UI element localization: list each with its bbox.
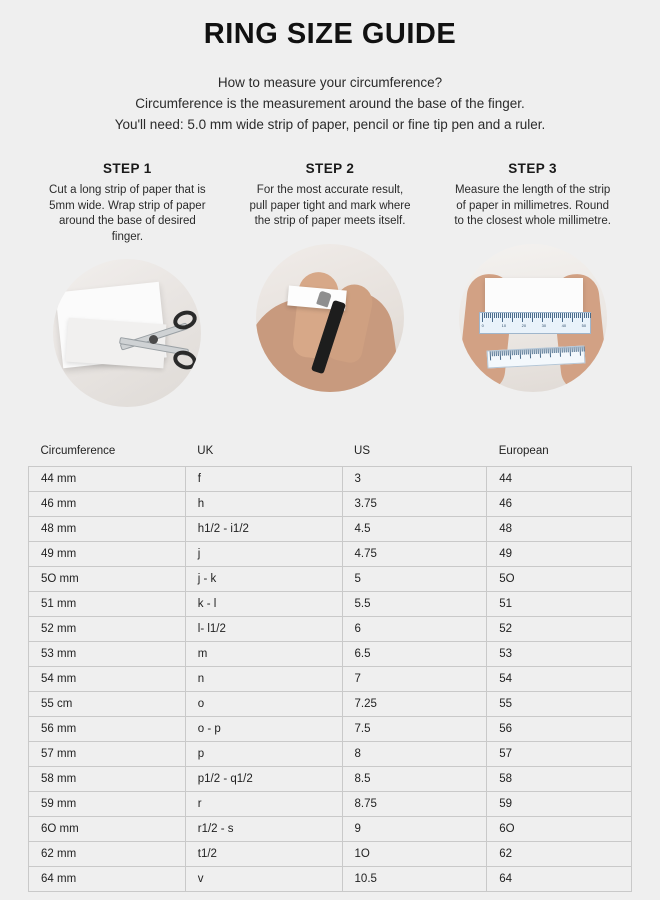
step-1-image-wrap [34, 259, 221, 407]
step-2 [229, 161, 432, 407]
table-row [29, 592, 632, 617]
ruler-tick [525, 349, 526, 354]
ruler-tick [578, 313, 579, 318]
ruler-number: 30 [541, 322, 547, 328]
column-header-us: US [354, 445, 371, 457]
table-head [29, 441, 632, 467]
ruler-tick [504, 313, 505, 318]
table-row [29, 867, 632, 892]
ruler-tick [513, 350, 514, 355]
table-cell: t1/2 [185, 842, 342, 867]
step-2-title: STEP 2 [305, 161, 355, 176]
scissors-cutting-paper-photo [53, 259, 201, 407]
ruler-ticks-lower [487, 346, 584, 367]
table-cell: 51 mm [29, 592, 186, 617]
table-cell: 7 [342, 667, 487, 692]
column-header-circumference: Circumference [40, 445, 116, 457]
ruler-tick [580, 313, 581, 318]
ruler-tick [560, 313, 561, 318]
ruler-tick [534, 313, 535, 318]
ruler-tick [579, 346, 580, 355]
table-cell: 57 mm [29, 742, 186, 767]
ruler-tick [586, 313, 587, 318]
table-row [29, 617, 632, 642]
size-table-wrap [28, 441, 632, 892]
table-cell: l- l1/2 [185, 617, 342, 642]
ruler-tick [512, 313, 513, 322]
ruler-tick [523, 349, 524, 354]
table-cell: 7.25 [342, 692, 487, 717]
ruler-tick [573, 346, 574, 351]
ruler-tick [569, 347, 570, 356]
ruler-tick [564, 313, 565, 318]
ruler-tick [543, 348, 544, 353]
ruler-tick [561, 347, 562, 352]
table-cell: 64 [487, 867, 632, 892]
ruler-tick [500, 313, 501, 318]
step-2-text: For the most accurate result, pull paper tight and mark where the strip of paper meets itself. [249, 184, 411, 227]
ruler-tick [540, 313, 541, 318]
table-cell: 58 [487, 767, 632, 792]
ruler-tick [536, 313, 537, 318]
table-row [29, 742, 632, 767]
ruler-measuring-paper-photo [459, 244, 607, 392]
table-cell: j - k [185, 567, 342, 592]
column-header-european: European [498, 445, 549, 457]
table-cell: 49 [487, 542, 632, 567]
table-cell: m [185, 642, 342, 667]
ruler-tick [551, 348, 552, 353]
intro-line-2: Circumference is the measurement around the base of the finger. [135, 96, 525, 111]
ruler-tick [490, 313, 491, 318]
ruler-tick [532, 313, 533, 322]
table-cell: j [185, 542, 342, 567]
ruler-tick [526, 313, 527, 318]
ruler-tick [520, 313, 521, 318]
ruler-tick [542, 313, 543, 322]
ruler-tick [545, 348, 546, 353]
table-cell: 44 [487, 467, 632, 492]
table-row [29, 492, 632, 517]
table-cell: 46 [487, 492, 632, 517]
ruler-tick [530, 313, 531, 318]
ruler-tick [493, 351, 494, 356]
table-cell: 5.5 [342, 592, 487, 617]
ruler-tick [529, 349, 530, 358]
table-cell: h [185, 492, 342, 517]
ruler-tick [518, 313, 519, 318]
intro-line-1: How to measure your circumference? [217, 75, 443, 90]
intro-line-3: You'll need: 5.0 mm wide strip of paper, pencil or fine tip pen and a ruler. [114, 117, 546, 132]
table-cell: p [185, 742, 342, 767]
ruler-tick [489, 351, 490, 360]
ruler-tick [583, 346, 584, 351]
ruler-tick [552, 313, 553, 322]
steps-section [0, 161, 660, 407]
step-3 [431, 161, 634, 407]
table-cell: 8 [342, 742, 487, 767]
table-cell: 62 mm [29, 842, 186, 867]
ruler-tick [488, 313, 489, 318]
ruler-tick [590, 313, 591, 318]
ruler-tick [507, 350, 508, 355]
table-row [29, 692, 632, 717]
ruler-tick [558, 313, 559, 318]
ruler-tick [492, 313, 493, 322]
ruler-tick [570, 313, 571, 318]
intro-text [28, 73, 632, 135]
table-cell: f [185, 467, 342, 492]
ruler-tick [533, 349, 534, 354]
table-cell: 56 mm [29, 717, 186, 742]
ruler-tick [510, 313, 511, 318]
ruler-tick [498, 313, 499, 318]
table-cell: 53 [487, 642, 632, 667]
ruler-tick [539, 348, 540, 357]
table-cell: 7.5 [342, 717, 487, 742]
ruler-tick [548, 313, 549, 318]
table-cell: r [185, 792, 342, 817]
ruler-tick [562, 313, 563, 322]
table-cell: 5O [487, 567, 632, 592]
ruler-tick [546, 313, 547, 318]
ruler-tick [524, 313, 525, 318]
table-cell: 4.5 [342, 517, 487, 542]
table-cell: 58 mm [29, 767, 186, 792]
finger-with-paper-strip-and-pen-photo [256, 244, 404, 392]
ruler-tick [576, 313, 577, 318]
table-cell: 6O [487, 817, 632, 842]
table-cell: 59 [487, 792, 632, 817]
table-row [29, 467, 632, 492]
table-cell: v [185, 867, 342, 892]
ruler-tick [508, 313, 509, 318]
ruler-number: 40 [561, 322, 567, 328]
ruler-number: 0 [481, 322, 484, 328]
ruler-tick [531, 349, 532, 354]
table-cell: k - l [185, 592, 342, 617]
table-cell: r1/2 - s [185, 817, 342, 842]
ruler-tick [494, 313, 495, 318]
paper-strip-measured [485, 278, 583, 312]
ruler-tick [544, 313, 545, 318]
table-row [29, 717, 632, 742]
table-cell: 54 [487, 667, 632, 692]
table-cell: 52 [487, 617, 632, 642]
table-cell: p1/2 - q1/2 [185, 767, 342, 792]
ruler-tick [482, 313, 483, 322]
ruler-tick [515, 350, 516, 355]
ruler-tick [550, 313, 551, 318]
ruler-tick [517, 349, 518, 354]
table-cell: 3.75 [342, 492, 487, 517]
ruler-tick [501, 350, 502, 355]
ruler-tick [511, 350, 512, 355]
ruler-tick [568, 313, 569, 318]
table-cell: 55 [487, 692, 632, 717]
table-cell: 8.75 [342, 792, 487, 817]
ruler-tick [499, 350, 500, 359]
ruler-tick [581, 346, 582, 351]
ruler-tick [572, 313, 573, 322]
ruler-tick [582, 313, 583, 322]
ruler-number: 20 [521, 322, 527, 328]
ring-size-table [28, 441, 632, 892]
ruler-tick [547, 348, 548, 353]
ruler-tick [553, 348, 554, 353]
table-cell: 5O mm [29, 567, 186, 592]
table-cell: 6O mm [29, 817, 186, 842]
table-cell: 6.5 [342, 642, 487, 667]
ruler-tick [495, 351, 496, 356]
table-row [29, 517, 632, 542]
ruler-shape-upper [479, 312, 591, 334]
step-3-title: STEP 3 [508, 161, 557, 176]
table-row [29, 842, 632, 867]
ruler-tick [506, 313, 507, 318]
ruler-tick [567, 347, 568, 352]
table-cell: 3 [342, 467, 487, 492]
ruler-tick [563, 347, 564, 352]
ruler-tick [575, 346, 576, 351]
table-cell: 53 mm [29, 642, 186, 667]
ruler-tick [486, 313, 487, 318]
step-3-image-wrap [439, 244, 626, 392]
ruler-tick [557, 347, 558, 352]
ruler-tick [527, 349, 528, 354]
ruler-tick [516, 313, 517, 318]
ruler-tick [565, 347, 566, 352]
ruler-tick [566, 313, 567, 318]
ruler-tick [537, 348, 538, 353]
ruler-tick [496, 313, 497, 318]
table-cell: 8.5 [342, 767, 487, 792]
ruler-tick [555, 347, 556, 352]
ruler-number: 50 [581, 322, 587, 328]
ruler-tick [528, 313, 529, 318]
step-1 [26, 161, 229, 407]
table-cell: 48 mm [29, 517, 186, 542]
ruler-number: 10 [501, 322, 507, 328]
table-cell: 46 mm [29, 492, 186, 517]
table-row [29, 542, 632, 567]
table-cell: n [185, 667, 342, 692]
ruler-tick [559, 347, 560, 356]
table-cell: 51 [487, 592, 632, 617]
table-cell: 54 mm [29, 667, 186, 692]
table-cell: 4.75 [342, 542, 487, 567]
table-cell: 5 [342, 567, 487, 592]
ruler-tick [574, 313, 575, 318]
table-cell: o [185, 692, 342, 717]
table-row [29, 767, 632, 792]
column-header-uk: UK [197, 445, 214, 457]
ruler-tick [538, 313, 539, 318]
ruler-ticks-upper [480, 313, 590, 333]
table-cell: 56 [487, 717, 632, 742]
step-2-image-wrap [237, 244, 424, 392]
ruler-tick [505, 350, 506, 355]
table-cell: 64 mm [29, 867, 186, 892]
ruler-tick [554, 313, 555, 318]
table-cell: 9 [342, 817, 487, 842]
table-cell: 44 mm [29, 467, 186, 492]
table-header-row [29, 441, 632, 467]
table-body [29, 467, 632, 892]
table-cell: 55 cm [29, 692, 186, 717]
table-cell: 48 [487, 517, 632, 542]
table-row [29, 817, 632, 842]
ruler-tick [541, 348, 542, 353]
ruler-tick [497, 350, 498, 355]
table-cell: 62 [487, 842, 632, 867]
ruler-tick [522, 313, 523, 322]
ruler-tick [521, 349, 522, 354]
page-title: RING SIZE GUIDE [203, 18, 457, 50]
ruler-tick [484, 313, 485, 318]
table-cell: h1/2 - i1/2 [185, 517, 342, 542]
ruler-tick [491, 351, 492, 356]
ruler-tick [584, 313, 585, 318]
ruler-tick [502, 313, 503, 322]
ruler-tick [519, 349, 520, 358]
table-row [29, 667, 632, 692]
table-row [29, 792, 632, 817]
ruler-tick [503, 350, 504, 355]
ruler-tick [509, 350, 510, 359]
table-cell: 59 mm [29, 792, 186, 817]
step-1-title: STEP 1 [103, 161, 152, 176]
table-cell: o - p [185, 717, 342, 742]
table-cell: 10.5 [342, 867, 487, 892]
table-row [29, 567, 632, 592]
table-row [29, 642, 632, 667]
table-cell: 1O [342, 842, 487, 867]
ruler-tick [588, 313, 589, 318]
ruler-tick [577, 346, 578, 351]
step-3-text: Measure the length of the strip of paper in millimetres. Round to the closest whole millimetre. [454, 184, 611, 227]
ruler-tick [535, 348, 536, 353]
ruler-tick [514, 313, 515, 318]
table-cell: 52 mm [29, 617, 186, 642]
ruler-tick [571, 347, 572, 352]
ruler-tick [556, 313, 557, 318]
table-cell: 6 [342, 617, 487, 642]
table-cell: 57 [487, 742, 632, 767]
table-cell: 49 mm [29, 542, 186, 567]
step-1-text: Cut a long strip of paper that is 5mm wide. Wrap strip of paper around the base of desired finger. [49, 184, 206, 243]
ruler-tick [549, 348, 550, 357]
